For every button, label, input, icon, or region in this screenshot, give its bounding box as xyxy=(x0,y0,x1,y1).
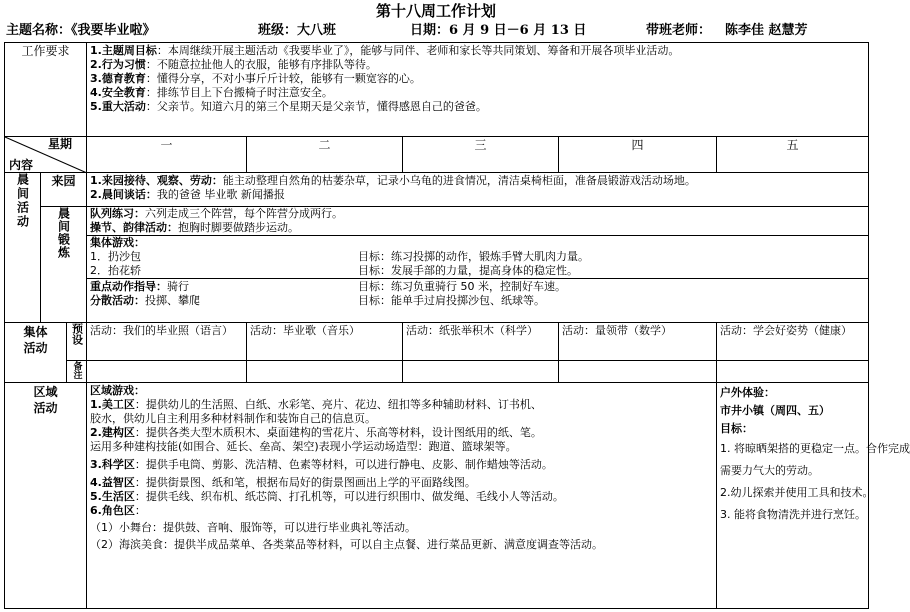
outdoor-goal: 3. 能将食物清洗并进行烹饪。 xyxy=(720,508,867,521)
area-item: 2.建构区：提供各类大型木质积木、桌面建构的雪花片、乐高等材料，设计图纸用的纸、笔。 xyxy=(90,426,542,439)
note-wednesday xyxy=(403,361,559,383)
requirement-item: 2.行为习惯：不随意拉扯他人的衣服，能够有序排队等待。 xyxy=(90,58,377,71)
preset-label: 预设 xyxy=(67,323,87,361)
note-friday xyxy=(717,361,869,383)
arrival-label: 来园 xyxy=(41,173,87,207)
corner-cell xyxy=(5,137,87,173)
area-item: 运用多种建构技能(如围合、延长、垒高、架空)表现小学运动场造型：跑道、篮球架等。 xyxy=(90,440,517,453)
role-item: （2）海滨美食：提供半成品菜单、各类菜品等材料，可以自主点餐、进行菜品更新、满意度调查等活动。 xyxy=(90,538,604,551)
theme-value: 《我要毕业啦》 xyxy=(71,23,156,38)
requirement-item: 3.德育教育：懂得分享，不对小事斤斤计较，能够有一颗宽容的心。 xyxy=(90,72,421,85)
area-activity-content: 区域游戏： 1.美工区：提供幼儿的生活照、白纸、水彩笔、亮片、花边、纽扣等多种辅助材料、订书机、 胶水，供幼儿自主利用多种材料制作和装饰自己的信息页。 2.建构区：提供各类大型木质积木、桌面建构的雪花片、乐高等材料，设计图纸用的纸、笔。 运用多种建构技能(如围合、延长、垒高、架空)表现小学运动场造型：跑道、篮球架等。 3.科学区：提供手电筒、剪影、洗洁精、色素等材料，可以进行静电、皮影、制作蜡烛等活动。 4.益智区：提供街景图、纸和笔，根据布局好的街景图画出上学的平面路线图。 5.生活区：提供毛线、织布机、纸芯筒、打孔机等，可以进行织围巾、做发绳、毛线小人等活动。 6.角色区： （1）小舞台：提供鼓、音响、服饰等，可以进行毕业典礼等活动。 （2）海滨美食：提供半成品菜单、各类菜品等材料，可以自主点餐、进行菜品更新、满意度调查等活动。 xyxy=(87,383,717,609)
teacher-label: 带班老师： xyxy=(646,23,712,38)
work-requirements-row xyxy=(5,43,869,137)
exercise-label: 晨间锻炼 xyxy=(41,207,87,323)
theme-field xyxy=(6,22,156,40)
requirement-item: 5.重大活动：父亲节。知道六月的第三个星期天是父亲节，懂得感恩自己的爸爸。 xyxy=(90,100,487,113)
teacher-value: 陈李佳 赵慧芳 xyxy=(725,23,808,38)
theme-label: 主题名称： xyxy=(6,23,72,38)
work-requirements-label: 工作要求 xyxy=(5,43,87,137)
weekday-4: 四 xyxy=(559,137,717,173)
class-label: 班级： xyxy=(258,23,298,38)
area-item: 4.益智区：提供街景图、纸和笔，根据布局好的街景图画出上学的平面路线图。 xyxy=(90,476,476,489)
exercise-content: 队列练习：六列走成三个阵营，每个阵营分成两行。 操节、韵律活动：抱胸时脚要做踏步运动。 集体游戏： 1．扔沙包 目标：练习投掷的动作，锻炼手臂大肌肉力量。 2．抬花轿 目标：发展手部的力量，提高身体的稳定性。 重点动作指导：骑行 目标：练习负重骑行 50 米，控制好车速。 分散活动：投掷、攀爬 目标：能单手过肩投掷沙包、纸球等。 xyxy=(87,207,869,323)
game-item: 1．扔沙包 目标：练习投掷的动作，锻炼手臂大肌肉力量。 xyxy=(90,250,590,263)
weekday-1: 一 xyxy=(87,137,247,173)
collective-note-row xyxy=(5,361,869,383)
outdoor-goal: 2.幼儿探索并使用工具和技术。 xyxy=(720,486,874,499)
activity-wednesday: 活动：纸张举积木（科学） xyxy=(403,323,559,361)
area-activity-label: 区域活动 xyxy=(5,383,87,609)
note-monday xyxy=(87,361,247,383)
activity-monday: 活动：我们的毕业照（语言） xyxy=(87,323,247,361)
collective-activity-label: 集体活动 xyxy=(5,323,67,383)
corner-content-label: 内容 xyxy=(9,158,34,172)
teacher-field xyxy=(646,22,808,40)
work-requirements-content xyxy=(87,43,869,137)
date-field xyxy=(410,22,586,40)
requirement-item: 4.安全教育：排练节目上下台搬椅子时注意安全。 xyxy=(90,86,333,99)
note-thursday xyxy=(559,361,717,383)
outdoor-goal: 1. 将晾晒架搭的更稳定一点。合作完成 xyxy=(720,442,910,455)
area-item: 1.美工区：提供幼儿的生活照、白纸、水彩笔、亮片、花边、纽扣等多种辅助材料、订书机、 xyxy=(90,398,542,411)
outdoor-experience: 户外体验： 市井小镇（周四、五） 目标： 1. 将晾晒架搭的更稳定一点。合作完成 需要力气大的劳动。 2.幼儿探索并使用工具和技术。 3. 能将食物清洗并进行烹饪。 xyxy=(717,383,869,609)
weekday-5: 五 xyxy=(717,137,869,173)
area-item: 3.科学区：提供手电筒、剪影、洗洁精、色素等材料，可以进行静电、皮影、制作蜡烛等活动。 xyxy=(90,458,553,471)
note-label: 备注 xyxy=(67,361,87,383)
role-item: （1）小舞台：提供鼓、音响、服饰等，可以进行毕业典礼等活动。 xyxy=(90,521,417,534)
activity-tuesday: 活动：毕业歌（音乐） xyxy=(247,323,403,361)
morning-activity-label: 晨间活动 xyxy=(5,173,41,323)
arrival-row xyxy=(5,173,869,207)
weekday-2: 二 xyxy=(247,137,403,173)
area-item: 5.生活区：提供毛线、织布机、纸芯筒、打孔机等，可以进行织围巾、做发绳、毛线小人等活动。 xyxy=(90,490,564,503)
area-item: 胶水，供幼儿自主利用多种材料制作和装饰自己的信息页。 xyxy=(90,412,377,425)
corner-weekday-label: 星期 xyxy=(48,137,73,151)
plan-table xyxy=(4,42,910,609)
activity-thursday: 活动：量领带（数学） xyxy=(559,323,717,361)
date-value: 6 月 9 日－6 月 13 日 xyxy=(449,23,587,38)
game-item: 2．抬花轿 目标：发展手部的力量，提高身体的稳定性。 xyxy=(90,264,579,277)
weekday-header-row xyxy=(5,137,869,173)
page-title: 第十八周工作计划 xyxy=(375,2,496,20)
exercise-row xyxy=(5,207,869,323)
arrival-content: 1.来园接待、观察、劳动：能主动整理自然角的枯萎杂草，记录小乌龟的进食情况，清洁桌椅柜面，准备晨锻游戏活动场地。 2.晨间谈话：我的爸爸 毕业歌 新闻播报 xyxy=(87,173,869,207)
class-field xyxy=(258,22,336,40)
activity-friday: 活动：学会好姿势（健康） xyxy=(717,323,869,361)
date-label: 日期： xyxy=(410,23,450,38)
area-item: 6.角色区： xyxy=(90,504,146,517)
area-activity-row xyxy=(5,383,869,609)
outdoor-goal: 需要力气大的劳动。 xyxy=(720,464,820,477)
weekday-3: 三 xyxy=(403,137,559,173)
collective-preset-row xyxy=(5,323,869,361)
note-tuesday xyxy=(247,361,403,383)
class-value: 大八班 xyxy=(297,23,337,38)
requirement-item: 1.主题周目标：本周继续开展主题活动《我要毕业了》，能够与同伴、老师和家长等共同策划、筹备和开展各项毕业活动。 xyxy=(90,44,680,57)
